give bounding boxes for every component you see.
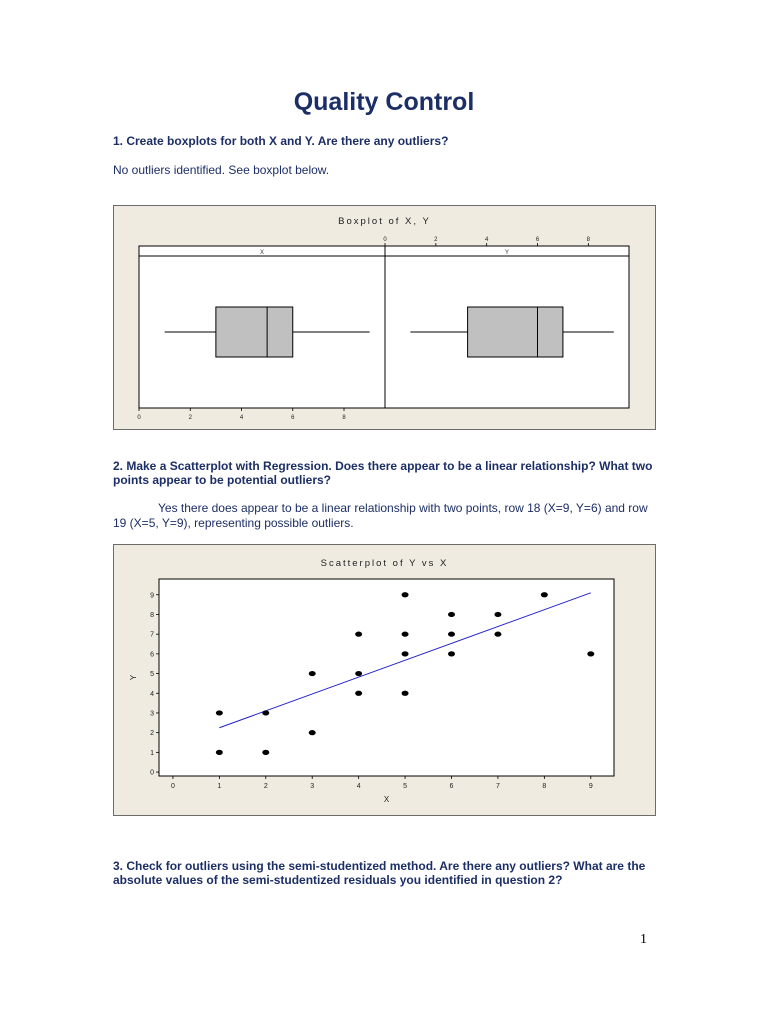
scatterplot-svg [114,545,655,815]
y-tick-label: 2 [150,730,154,738]
x-tick-label: 4 [356,783,361,790]
page-number: 1 [640,932,647,947]
scatter-point [448,612,455,617]
boxplot-tick-label: 8 [586,237,591,243]
scatter-point [587,651,594,656]
scatter-point [355,671,362,676]
x-tick-label: 8 [542,783,547,790]
boxplot-strip [139,246,629,256]
scatter-plot-area [159,579,614,776]
boxplot-tick-label: 6 [291,415,295,421]
x-axis-label: X [383,795,390,804]
x-tick-label: 7 [495,783,500,790]
scatter-point [541,592,548,597]
scatter-point [402,592,409,597]
scatter-point [262,710,269,715]
scatter-point [448,632,455,637]
scatter-point [448,651,455,656]
scatterplot-figure [113,544,656,816]
question-2: 2. Make a Scatterplot with Regression. Does there appear to be a linear relationship? What two points appear to be potential outliers? [113,459,653,487]
x-tick-label: 1 [217,783,222,790]
y-tick-label: 9 [150,592,154,600]
scatter-point [402,651,409,656]
y-axis-label: Y [129,674,138,681]
boxplot-box [468,307,563,357]
answer-1: No outliers identified. See boxplot below. [113,163,330,177]
boxplot-panel-label: X [259,250,265,256]
boxplot-tick-label: 6 [535,237,540,243]
scatter-point [355,691,362,696]
answer-2-text: Yes there does appear to be a linear relationship with two points, row 18 (X=9, Y=6) and row 19 (X=5, Y=9), representing possible outliers. [113,501,648,530]
boxplot-tick-label: 0 [383,237,387,243]
x-tick-label: 2 [263,783,268,790]
x-tick-label: 3 [310,783,315,790]
y-tick-label: 7 [150,631,154,639]
y-tick-label: 6 [150,651,154,659]
scatter-point [216,710,223,715]
y-tick-label: 1 [150,749,154,757]
boxplot-tick-label: 4 [239,415,244,421]
scatter-point [402,632,409,637]
y-tick-label: 4 [150,690,154,698]
boxplot-panel-label: Y [504,250,510,256]
answer-2 [113,501,658,531]
boxplot-tick-label: 0 [137,415,141,421]
scatterplot-title: Scatterplot of Y vs X [320,558,449,569]
x-tick-label: 0 [170,783,175,790]
page-title: Quality Control [293,88,475,116]
scatter-point [309,671,316,676]
y-tick-label: 0 [150,769,154,777]
boxplot-tick-label: 2 [188,415,192,421]
y-tick-label: 3 [150,710,154,718]
scatter-point [216,750,223,755]
scatter-point [494,632,501,637]
boxplot-tick-label: 4 [484,237,489,243]
question-3: 3. Check for outliers using the semi-studentized method. Are there any outliers? What are the absolute values of the semi-studentized residuals you identified in question 2? [113,859,646,887]
y-tick-label: 8 [150,611,154,619]
boxplot-figure [113,205,656,430]
boxplot-title: Boxplot of X, Y [338,216,431,227]
x-tick-label: 6 [449,783,454,790]
scatter-point [494,612,501,617]
scatter-point [309,730,316,735]
scatter-point [262,750,269,755]
boxplot-svg [114,206,655,429]
question-1: 1. Create boxplots for both X and Y. Are there any outliers? [113,134,449,148]
boxplot-tick-label: 2 [434,237,438,243]
y-tick-label: 5 [150,671,154,679]
boxplot-tick-label: 8 [342,415,346,421]
x-tick-label: 5 [403,783,408,790]
boxplot-box [216,307,293,357]
scatter-point [355,632,362,637]
scatter-point [402,691,409,696]
x-tick-label: 9 [588,783,593,790]
